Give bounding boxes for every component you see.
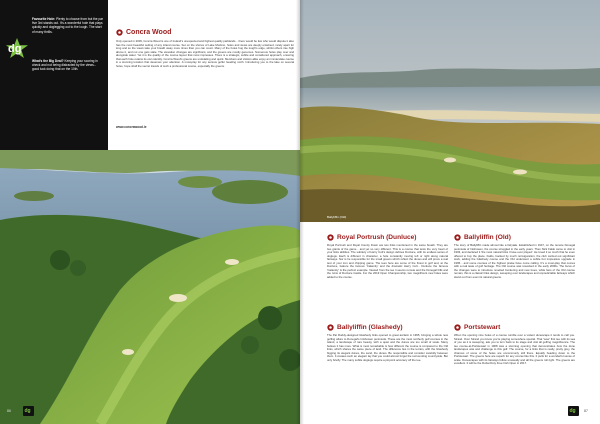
big-deal-tip: [32, 59, 104, 72]
footer-logo-text: dg: [569, 408, 576, 414]
section-title: Royal Portrush (Dunluce): [337, 233, 417, 241]
red-bullet-icon: [116, 29, 123, 36]
photo-caption: Ballyliffin (Old): [327, 215, 347, 219]
page-gutter: [296, 0, 304, 424]
section-body: The story of Ballyliffin made almost like a fairytale. Established in 1947, on the remote Donegal peninsula of Inishowen, the course struggled in the early years. Then Nick Faldo came to visit in 1993, and declared it 'the most natural links I have ever played'. He loved it so much that he even offered to buy the place. Faldo, backed by much reinvigoration, the club carried out significant work, adding the Glashedy course and the Old underwent a subtle but impressive upgrade in 1995... and some courses of the highest praise have come calling. It's a must-play that comes with a real taste of golf heritage. The Old course was reworked in the early 2000s. The focus of the changes were to introduce revetted bunkering and new trees, while fans of the Old course remain, this is a classic links design, sweeping over landscapes and unpredictable fairways which stand out from even its natural greens.: [454, 243, 575, 279]
section-heading: [454, 322, 500, 332]
ballyliffin-photo: [300, 0, 600, 222]
favourite-hole-tip: [32, 17, 104, 34]
course-tips-sidebar: [0, 0, 108, 150]
concra-wood-article: [108, 0, 300, 150]
tip-text: Plenty to choose from but the par five 3rd stands out. It's a wonderful hole that plays quickly and doglegging out to the lough. The start of many thrills.: [32, 17, 104, 34]
section-body: The Pat Ruddy-designed Glashedy links opened to great acclaim in 1995, bringing a whole new golfing allure to Donegal's Inishowen peninsula. These are the most northerly golf courses in the island, a landscape of rare beauty, with a quiet and the dunes are too small of scale. Many believe it has more. What is most remarkable is how different the course is compared to the Old links, which shares the same piece of land. The difference lies in the terrain, with the Glashedy bigging its elegant dunes, the sand, the dunes. Be responsible and consider carefully between them. It creates such an elegant lay that you could almost forget the surrounding countryside. But only briefly. The many subtle doglegs require a pinpoint accuracy off the tee.: [327, 333, 448, 362]
section-heading: [454, 232, 511, 242]
red-bullet-icon: [454, 324, 461, 331]
tip-text: Keeping your scoring in check and not being distracted by the views... good luck doing that on the 10th.: [32, 59, 98, 72]
course-title: Concra Wood: [126, 28, 172, 36]
red-bullet-icon: [454, 234, 461, 241]
section-heading: [327, 232, 417, 242]
tip-label: What's the Big Deal?: [32, 59, 64, 63]
footer-logo-text: dg: [24, 408, 31, 414]
page-number: 87: [584, 409, 588, 413]
page-number: 86: [7, 409, 11, 413]
dg-logo-text: dg: [8, 43, 22, 55]
article-body: Only opened in 2009, Concra Wood is one of Ireland's unexpected and highest quality parklands... there would be few who would dispute it also has the most beautiful setting of any inland course. Set on the shores of Lake Muckno, holes and views are deeply entwined, rarely apart for long and so the views take your breath away more times than you can count. Many of the holes hug the lough's edge, whilst others rise high above it, and not one gets stale. The elevation changes are significant, and the greens are mostly generous. Numerous holes play over and alongside water. Yet it is the quality of the course layout that most impresses. There is a strategic, subtle and considered approach, ensuring that each hole retains its own identity. Concra Wood's greens are undulating and quick. Members and visitors alike enjoy an immaculate course in a stunning location that deserves your attention. A must-play for any serious golfer heading north. Introducing you to the lake on several holes, hope shall the secret travels of such a professional course, especially the greens.: [116, 39, 294, 68]
section-heading: [327, 322, 403, 332]
right-page: [300, 0, 600, 424]
footer-logo: [23, 406, 34, 416]
section-body: Royal Portrush and Royal County Down are two links mentioned in the same breath. They are two giants of the game... and yet so very different. This is a course that tests the very heart of your links abilities. The subtlety of Harry Colt's design defines Dunluce, with its endless series of doglegs. Each is different in character, a hole constantly moving left or right along natural fairways. Nor is he responsible for the small greens which reflect the dunes and will prove a real test of your iron and chipping game. The tees here are some of the finest in golf and, at the Dunluce, feature the famous 'Calamity' and the dramatic Harry Colt... Dunluce the famous 'Calamity' is the perfect example. Viewed from the tee it seems remote and the Donegal hills and the ruins of Dunluce Castle. For the 2019 Open Championship, two magnificent new holes were added to the course.: [327, 243, 448, 279]
section-body: When the opening nine holes of a course tumble over a violent dunescape it tends to call you. Strand. Over Strand you know you're playing somewhere special. That 'wow' first tee with its sea of you as it is sweeping, ask you to turn back to its stage and visit all golfing magnificence. The tee course-at-Portstewart in 1908 was a stunning opening that demonstrates how the dune landscapes was and challenge to this golf. The course, for a links that is really, pretty grey, the chances of some of the holes are uncommonly still there. Equally heading down to the Portstewart. The greens here are superb for any course like this. It pulls for a wonderful sense of scale. Dunescapes with its fairways follow unusually and all the greens roll right. The greens are excellent. It will be the Dubai Duty Free Irish Open in 2017.: [454, 333, 575, 365]
section-title: Portstewart: [464, 323, 501, 331]
tip-label: Favourite Hole:: [32, 17, 56, 21]
section-heading: [116, 27, 171, 37]
footer-logo: [568, 406, 579, 416]
red-bullet-icon: [327, 234, 334, 241]
section-title: Ballyliffin (Old): [464, 233, 511, 241]
red-bullet-icon: [327, 324, 334, 331]
course-website-link[interactable]: www.concrawood.ie: [116, 125, 147, 129]
section-title: Ballyliffin (Glashedy): [337, 323, 403, 331]
